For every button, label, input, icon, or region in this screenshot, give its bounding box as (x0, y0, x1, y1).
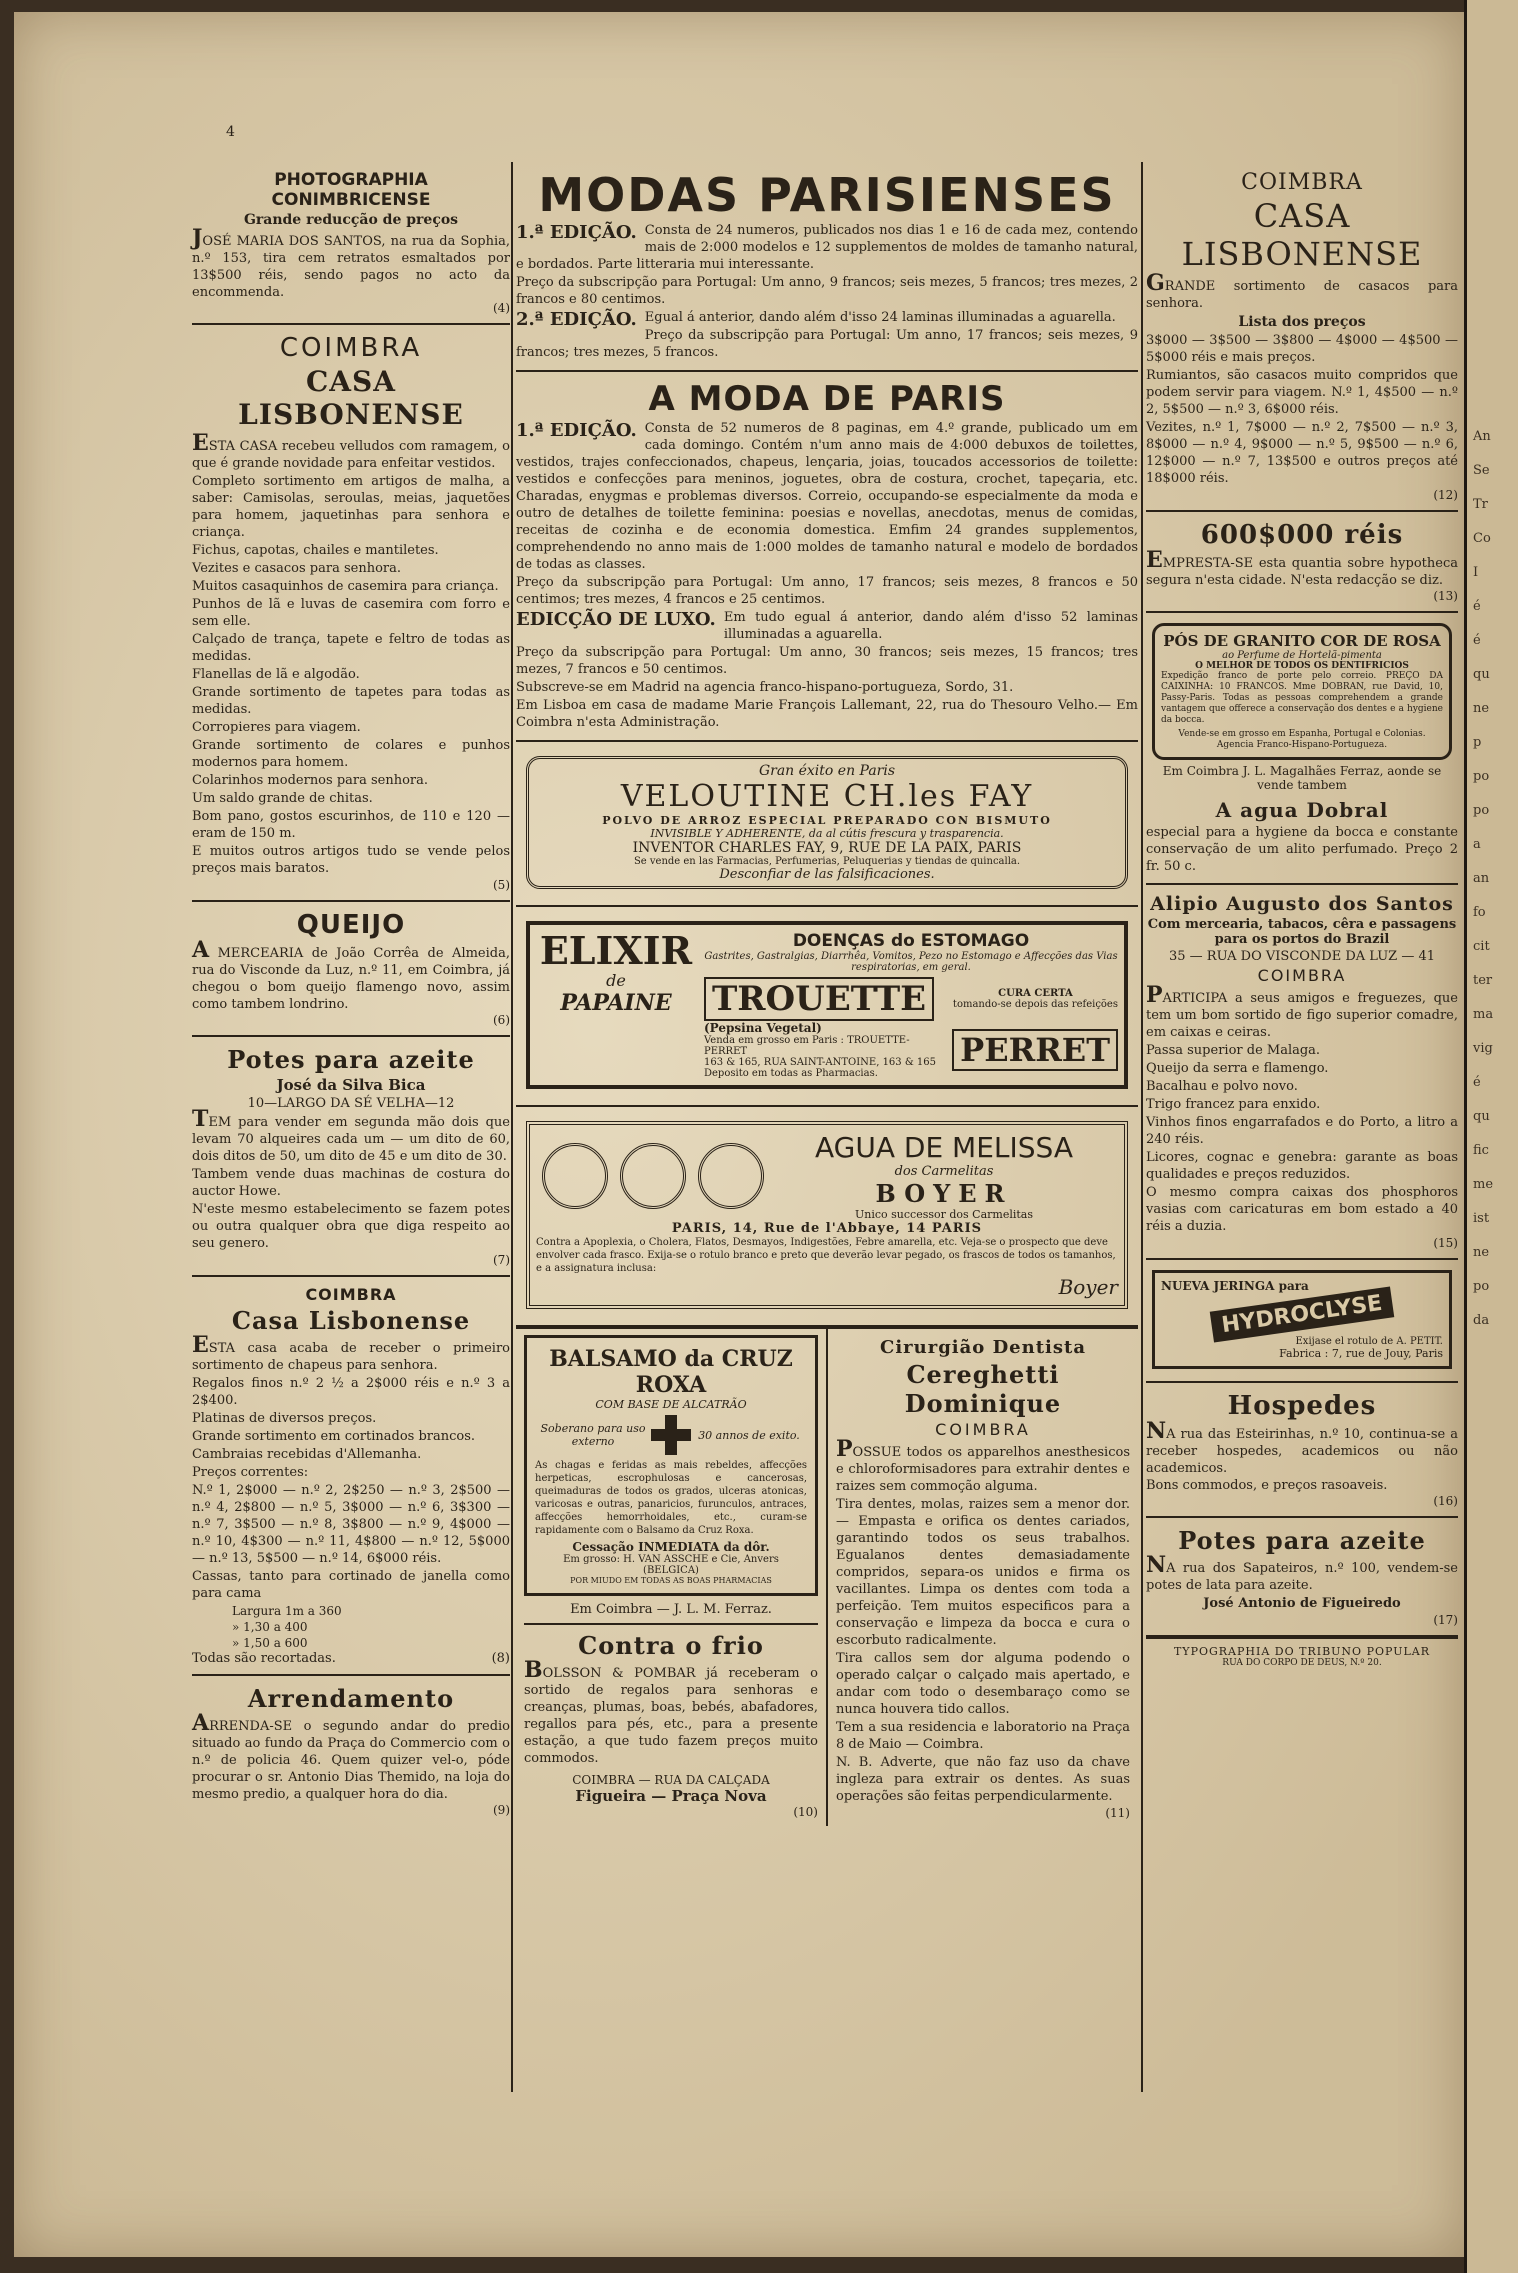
footer-text: Todas são recortadas. (192, 1651, 336, 1666)
newspaper-page (14, 12, 1464, 2257)
column-right (1146, 162, 1458, 1676)
edition-label: 2.ª EDIÇÃO. (516, 309, 637, 330)
ad-city: COIMBRA (305, 1285, 397, 1304)
hydroclyse-frame (1152, 1270, 1452, 1369)
para: Flanellas de lã e algodão. (192, 667, 360, 682)
balsamo-sub: COM BASE DE ALCATRÃO (595, 1398, 747, 1411)
edge-fragment: é (1473, 1075, 1481, 1090)
edge-fragment: po (1473, 803, 1490, 818)
balsamo-vende: POR MIUDO EM TODAS AS BOAS PHARMACIAS (570, 1576, 772, 1585)
ad-body: Bons commodos, e preços rasoaveis. (1146, 1478, 1388, 1493)
ad-body: A MERCEARIA de João Corrêa de Almeida, rua do Visconde da Luz, n.º 11, em Coimbra, já chegou o bom queijo flamengo novo, assim como tambem londrino. (192, 937, 510, 1012)
ad-number: (9) (493, 1803, 510, 1817)
edge-fragment: Tr (1473, 497, 1488, 512)
para: Egual á anterior, dando além d'isso 24 laminas illuminadas a aguarella. (644, 310, 1116, 325)
ad-title: Contra o frio (578, 1631, 764, 1660)
width-row: Largura 1m a 360 (232, 1604, 342, 1618)
ad-number: (5) (493, 878, 510, 892)
imprint-address: RUA DO CORPO DE DEUS, N.º 20. (1222, 1658, 1382, 1668)
para: POSSUE todos os apparelhos anesthesicos e chloroformisadores para extrahir dentes e raizes sem commoção alguma. (836, 1436, 1130, 1494)
melissa-text: Contra a Apoplexia, o Cholera, Flatos, Desmayos, Indigestões, Febre amarella, etc. Veja-se o prospecto que deve envolver cada frasco. Exija-se o rotulo branco e preto que deverão levar pegado, os frascos de todos os tamanhos, e a assignatura inclusa: (536, 1237, 1116, 1274)
edge-fragment: fic (1473, 1143, 1489, 1158)
ad-title: Hospedes (1227, 1391, 1377, 1421)
hydroclyse-note: Exijase el rotulo de A. PETIT. (1295, 1336, 1443, 1347)
para: Calçado de trança, tapete e feltro de todas as medidas. (192, 632, 510, 664)
elixir-mid (704, 977, 1118, 1021)
ad-modas-parisienses (516, 162, 1138, 372)
adjacent-page-edge (1464, 0, 1518, 2273)
para: N.º 1, 2$000 — n.º 2, 2$250 — n.º 3, 2$500 — n.º 4, 2$800 — n.º 5, 3$000 — n.º 6, 3$300 — n.º 7, 3$500 — n.º 8, 3$800 — n.º 9, 4$000 — n.º 10, 4$300 — n.º 11, 4$800 — n.º 12, 5$000 — n.º 13, 5$500 — n.º 14, 6$000 réis. (192, 1483, 510, 1566)
veloutine-line: INVENTOR CHARLES FAY, 9, RUE DE LA PAIX, PARIS (632, 840, 1022, 856)
hydroclyse-name: HYDROCLYSE (1210, 1287, 1394, 1343)
seal-icon (698, 1143, 764, 1209)
ad-body (1146, 982, 1458, 1235)
ad-alipio (1146, 885, 1458, 1260)
column-rule (1141, 162, 1143, 2092)
para: Trigo francez para enxido. (1146, 1097, 1321, 1112)
granito-title: PÓS DE GRANITO COR DE ROSA (1163, 632, 1441, 650)
edition-label: EDICÇÃO DE LUXO. (516, 609, 716, 630)
para: N'este mesmo estabelecimento se fazem potes ou outra qualquer obra que diga respeito ao seu genero. (192, 1202, 510, 1251)
balsamo-frame (524, 1335, 818, 1596)
lower-split (516, 1327, 1138, 1826)
para: Tem a sua residencia e laboratorio na Praça 8 de Maio — Coimbra. (836, 1720, 1130, 1752)
melissa-title: AGUA DE MELISSA (815, 1131, 1073, 1164)
edge-fragment: da (1473, 1313, 1490, 1328)
edge-fragment: p (1473, 735, 1482, 750)
ad-hospedes (1146, 1383, 1458, 1518)
granito-sub: ao Perfume de Hortelã-pimenta (1222, 650, 1382, 661)
elixir-info (704, 1021, 952, 1079)
elixir-box-title: DOENÇAS do ESTOMAGO (792, 931, 1030, 951)
cura-title: CURA CERTA (998, 988, 1073, 999)
para: Em Lisboa em casa de madame Marie François Lallemant, 22, rua do Thesouro Velho.— Em Coimbra n'esta Administração. (516, 698, 1138, 730)
ad-body: ARRENDA-SE o segundo andar do predio situado ao fundo da Praça do Commercio com o n.º de policia 46. Quem quizer vel-o, póde procurar o sr. Antonio Dias Themido, na loja do mesmo predio, a qualquer hora do dia. (192, 1710, 510, 1802)
para: Rumiantos, são casacos muito compridos que podem servir para viagem. N.º 1, 4$500 — n.º 2, 5$500 — n.º 3, 6$000 réis. (1146, 368, 1458, 417)
para: Vezites e casacos para senhora. (192, 561, 402, 576)
para: Em tudo egual á anterior, dando além d'isso 52 laminas illuminadas a aguarella. (723, 610, 1138, 642)
ad-body (192, 430, 510, 877)
melissa-addr: PARIS, 14, Rue de l'Abbaye, 14 PARIS (671, 1221, 983, 1236)
ad-number: (11) (1105, 1806, 1130, 1820)
edge-fragment: ter (1473, 973, 1493, 988)
ad-number: (17) (1433, 1613, 1458, 1627)
edge-fragment: An (1473, 429, 1491, 444)
para: Completo sortimento em artigos de malha, a saber: Camisolas, seroulas, meias, jaquetões para homem, jaquetinhas para senhora e criança. (192, 474, 510, 540)
para: Passa superior de Malaga. (1146, 1043, 1321, 1058)
granito-coimbra: Em Coimbra J. L. Magalhães Ferraz, aonde se vende tambem (1162, 764, 1442, 792)
ad-arrendamento (192, 1676, 510, 1825)
para: Corropieres para viagem. (192, 720, 361, 735)
para: Consta de 24 numeros, publicados nos dias 1 e 16 de cada mez, contendo mais de 2:000 modelos e 12 supplementos de moldes de tamanho natural, e bordados. Parte litteraria mui interessante. (516, 223, 1138, 272)
edge-fragment: ist (1473, 1211, 1490, 1226)
seal-icon (542, 1143, 608, 1209)
ad-subtitle: Com mercearia, tabacos, cêra e passagens para os portos do Brazil (1147, 917, 1457, 947)
edge-fragment: é (1473, 599, 1481, 614)
imprint-name: TYPOGRAPHIA DO TRIBUNO POPULAR (1173, 1645, 1431, 1658)
ad-body (192, 1332, 510, 1602)
veloutine-line: Se vende en las Farmacias, Perfumerias, Peluquerias y tiendas de quincalla. (633, 856, 1021, 867)
ad-body: GRANDE sortimento de casacos para senhora. (1146, 270, 1458, 311)
melissa-sub: dos Carmelitas (894, 1164, 994, 1179)
balsamo-cess: Cessação INMEDIATA da dôr. (572, 1540, 770, 1554)
list-title: Lista dos preços (1238, 314, 1366, 330)
para: Preço da subscripção para Portugal: Um anno, 30 francos; seis mezes, 15 francos; tres mezes, 7 francos e 50 centimos. (516, 645, 1138, 677)
edge-fragment: an (1473, 871, 1490, 886)
elixir-box-text: Gastrites, Gastralgias, Diarrhêa, Vomitos, Pezo no Estomago e Affecções das Vias respiratorias, em geral. (704, 951, 1118, 973)
ad-body (836, 1436, 1130, 1805)
elixir-frame (526, 921, 1128, 1089)
width-row: » 1,50 a 600 (232, 1636, 308, 1650)
edge-fragment: ne (1473, 701, 1490, 716)
edge-fragment: cit (1473, 939, 1490, 954)
para: Vinhos finos engarrafados e do Porto, a litro a 240 réis. (1146, 1115, 1458, 1147)
ad-moda-de-paris (516, 372, 1138, 742)
ad-number: (13) (1433, 589, 1458, 603)
para: Tira dentes, molas, raizes sem a menor dor.— Empasta e orifica os dentes cariados, garantindo todos os seus trabalhos. Egualanos dentes demasiadamente compridos, separa-os unidos e firma os vacillantes. Limpa os dentes com toda a perfeição. Tem muitos especificos para a conservação e limpeza da bocca e cura o escorbuto radicalmente. (836, 1497, 1130, 1648)
ad-title: PHOTOGRAPHIA CONIMBRICENSE (271, 170, 431, 210)
column-middle (516, 162, 1138, 1826)
ad-number: (10) (793, 1805, 818, 1819)
granito-frame (1152, 623, 1452, 760)
para: ESTA CASA recebeu velludos com ramagem, o que é grande novidade para enfeitar vestidos. (192, 430, 510, 471)
ad-balsamo-and-frio (516, 1329, 828, 1826)
ad-city: COIMBRA (279, 333, 423, 363)
para: Fichus, capotas, chailes e mantiletes. (192, 543, 439, 558)
ad-city: COIMBRA (1241, 170, 1363, 195)
ad-body: EMPRESTA-SE esta quantia sobre hypotheca segura n'esta cidade. N'esta redacção se diz. (1146, 547, 1458, 588)
ad-pos-granito (1146, 613, 1458, 885)
edition-label: 1.ª EDIÇÃO. (516, 222, 637, 243)
edge-fragment: ma (1473, 1007, 1494, 1022)
page-number: 4 (226, 124, 235, 140)
ad-title: A MODA DE PARIS (648, 379, 1006, 419)
para: E muitos outros artigos tudo se vende pelos preços mais baratos. (192, 844, 510, 876)
para: Subscreve-se em Madrid na agencia franco-hispano-portugueza, Sordo, 31. (516, 680, 1014, 695)
ad-title: Potes para azeite (227, 1045, 475, 1074)
hydroclyse-band (1161, 1290, 1443, 1339)
para: Cassas, tanto para cortinado de janella como para cama (192, 1569, 510, 1601)
melissa-succ: Unico successor dos Carmelitas (854, 1208, 1034, 1221)
para: Preço da subscripção para Portugal: Um anno, 17 francos; seis mezes, 8 francos e 50 centimos; tres mezes, 4 francos e 25 centimos. (516, 575, 1138, 607)
seal-icon (620, 1143, 686, 1209)
granito-best: O MELHOR DE TODOS OS DENTIFRICIOS (1195, 661, 1409, 671)
cura-sub: tomando-se depois das refeições (952, 999, 1118, 1010)
ad-potes-azeite-2 (1146, 1518, 1458, 1637)
ad-top: Cirurgião Dentista (880, 1337, 1086, 1358)
para: Grande sortimento de colares e punhos modernos para homem. (192, 738, 510, 770)
para: Colarinhos modernos para senhora. (192, 773, 429, 788)
ad-casa-lisbonense-chapeus (192, 1277, 510, 1676)
ad-title: MODAS PARISIENSES (538, 168, 1116, 222)
edge-fragment: po (1473, 1279, 1490, 1294)
ad-city: COIMBRA (935, 1420, 1031, 1439)
edge-fragment: é (1473, 633, 1481, 648)
ad-number: (7) (493, 1253, 510, 1267)
granito-text: Expedição franco de porte pelo correio. PREÇO DA CAIXINHA: 10 FRANCOS. Mme DOBRAN, rue David, 10, Passy-Paris. Todas as pessoas comprehendem a grande vantagem que offerece a conservação dos dentes e a hygiene da bocca. (1161, 671, 1443, 725)
ad-subtitle: Grande reducção de preços (243, 212, 459, 228)
edition-label: 1.ª EDIÇÃO. (516, 420, 637, 441)
ad-title: Casa Lisbonense (231, 1306, 471, 1335)
para: Muitos casaquinhos de casemira para criança. (192, 579, 499, 594)
ad-casa-lisbonense (192, 325, 510, 902)
para: Grande sortimento de tapetes para todas as medidas. (192, 685, 510, 717)
elixir-word: PERRET (952, 1029, 1118, 1071)
ad-body (192, 1106, 510, 1252)
dobral-title: A agua Dobral (1215, 798, 1389, 822)
para: TEM para vender em segunda mão dois que levam 70 alqueires cada um — um dito de 60, dois ditos de 50, um dito de 45 e um dito de 30. (192, 1106, 510, 1164)
para: Grande sortimento em cortinados brancos. (192, 1429, 476, 1444)
para: Preços correntes: (192, 1465, 309, 1480)
hydroclyse-fab: Fabrica : 7, rue de Jouy, Paris (1279, 1347, 1443, 1360)
ad-title: Arrendamento (247, 1684, 455, 1713)
para: Bacalhau e polvo novo. (1146, 1079, 1298, 1094)
ad-photographia (192, 162, 510, 325)
ad-body: NA rua das Esteirinhas, n.º 10, continua-se a receber hospedes, academicos ou não academicos. (1146, 1418, 1458, 1476)
ad-address: 35 — RUA DO VISCONDE DA LUZ — 41 (1169, 949, 1435, 964)
edge-fragment: Co (1473, 531, 1491, 546)
para: ESTA casa acaba de receber o primeiro sortimento de chapeus para senhora. (192, 1332, 510, 1373)
balsamo-right: 30 annos de exito. (698, 1428, 800, 1442)
edge-fragment: a (1473, 837, 1481, 852)
veloutine-line: Desconfiar de las falsificaciones. (719, 867, 935, 882)
para: Bom pano, gostos escurinhos, de 110 e 120 — eram de 150 m. (192, 809, 510, 841)
para: Consta de 52 numeros de 8 paginas, em 4.º grande, publicado um em cada domingo. Contém n'um anno mais de 4:000 debuxos de toilettes, vestidos, trajes confeccionados, chapeus, lençaria, joias, toucados accessorios de toilette: vestidos e confecções para meninos, joguetes, obra de costura, crochet, tapeçaria, etc. Charadas, enygmas e problemas diversos. Correio, occupando-se especialmente da moda e outro de detalhes de toilette feminina: poesias e novellas, anecdotas, menus de comidas, receitas de cozinha e de economia domestica. Emfim 24 grandes supplementos, comprehendendo no anno mais de 1:000 moldes de tamanho natural e modelo de bordados de todas as classes. (516, 421, 1138, 572)
elixir-cura (953, 988, 1118, 1010)
ad-title: 600$000 réis (1200, 520, 1404, 550)
dobral-body: especial para a hygiene da bocca e constante conservação de um alito perfumado. Preço 2 fr. 50 c. (1146, 825, 1458, 874)
edge-fragment: qu (1473, 667, 1490, 682)
elixir-word: PAPAINE (560, 990, 672, 1016)
veloutine-line: INVISIBLE Y ADHERENTE, da al cútis frescura y trasparencia. (650, 827, 1004, 840)
balsamo-text: As chagas e feridas as mais rebeldes, affecções herpeticas, escrophulosas e cancerosas, queimaduras de todos os grados, ulceras atonicas, varicosas e outras, panaricios, furunculos, antraces, affecções hemorrhoidales, etc., curam-se rapidamente com o Balsamo da Cruz Roxa. (535, 1460, 807, 1536)
ad-queijo (192, 902, 510, 1037)
veloutine-frame (526, 756, 1128, 889)
ad-title: Alipio Augusto dos Santos (1150, 893, 1454, 915)
balsamo-grosso: Em grosso: H. VAN ASSCHE e Cie, Anvers (BELGICA) (563, 1554, 779, 1576)
elixir-venda: Venda em grosso em Paris : TROUETTE-PERRET (704, 1035, 910, 1057)
para: N. B. Adverte, que não faz uso da chave ingleza para extrair os dentes. As suas operações são feitas perpendicularmente. (836, 1755, 1130, 1804)
ad-number: (6) (493, 1013, 510, 1027)
ad-number: (12) (1433, 488, 1458, 502)
ad-address: 10—LARGO DA SÉ VELHA—12 (247, 1096, 455, 1111)
elixir-word: ELIXIR (539, 928, 693, 973)
ad-body: BOLSSON & POMBAR já receberam o sortido de regalos para senhoras e creanças, plumas, boas, bebés, abafadores, regallos para pés, etc., para a presente estação, a que tudo fazem preços muito commodos. (524, 1657, 818, 1766)
edge-fragment: fo (1473, 905, 1486, 920)
column-rule (511, 162, 513, 2092)
ad-number: (4) (493, 301, 510, 315)
granito-sales: Vende-se em grosso em Espanha, Portugal e Colonias. Agencia Franco-Hispano-Portugueza. (1178, 729, 1426, 750)
ad-body: JOSÉ MARIA DOS SANTOS, na rua da Sophia, n.º 153, tira cem retratos esmaltados por 13$500 réis, sendo pagos no acto da encommenda. (192, 225, 510, 300)
ad-title: CASA LISBONENSE (1181, 197, 1423, 273)
ad-emprestimo (1146, 512, 1458, 613)
ad-number: (8) (491, 1651, 510, 1666)
elixir-left (536, 928, 696, 1079)
veloutine-top: Gran éxito en Paris (758, 763, 896, 779)
ad-cirurgiao (828, 1329, 1138, 1826)
balsamo-row (535, 1411, 807, 1459)
elixir-addr: 163 & 165, RUA SAINT-ANTOINE, 163 & 165 (704, 1057, 937, 1068)
balsamo-title: BALSAMO da CRUZ ROXA (549, 1346, 793, 1398)
imprint (1146, 1637, 1458, 1676)
edge-fragment: vig (1473, 1041, 1493, 1056)
ad-number: (16) (1433, 1494, 1458, 1508)
elixir-dep: Deposito em todas as Pharmacias. (704, 1068, 878, 1079)
para: Preço da subscripção para Portugal: Um anno, 9 francos; seis mezes, 5 francos; tres mezes, 2 francos e 80 centimos. (516, 275, 1138, 307)
para: Tira callos sem dor alguma podendo o operado calçar o calçado mais apertado, e andar com todo o desembaraço como se nunca houvera tido callos. (836, 1651, 1130, 1717)
edge-fragment: I (1473, 565, 1479, 580)
melissa-top (536, 1131, 1118, 1221)
hydroclyse-top: NUEVA JERINGA para (1161, 1279, 1309, 1293)
ad-name: José da Silva Bica (276, 1076, 426, 1094)
ad-veloutine (516, 742, 1138, 907)
melissa-signature: Boyer (1058, 1275, 1118, 1299)
ad-address: Figueira — Praça Nova (575, 1787, 767, 1805)
ad-body: NA rua dos Sapateiros, n.º 100, vendem-se potes de lata para azeite. (1146, 1552, 1458, 1593)
melissa-frame (526, 1121, 1128, 1309)
edge-fragment: Se (1473, 463, 1490, 478)
edge-fragment: me (1473, 1177, 1494, 1192)
elixir-right (704, 931, 1118, 1079)
ad-city: COIMBRA (1257, 966, 1347, 985)
melissa-name: BOYER (875, 1179, 1013, 1208)
balsamo-left: Soberano para uso externo (540, 1422, 646, 1448)
ad-number: (15) (1433, 1236, 1458, 1250)
para: Cambraias recebidas d'Allemanha. (192, 1447, 422, 1462)
ad-hydroclyse (1146, 1260, 1458, 1383)
para: Um saldo grande de chitas. (192, 791, 373, 806)
ad-elixir (516, 907, 1138, 1107)
para: Licores, cognac e genebra: garante as boas qualidades e preços reduzidos. (1146, 1150, 1458, 1182)
ad-body (516, 420, 1138, 731)
elixir-bottom (704, 1021, 1118, 1079)
elixir-word: TROUETTE (704, 977, 934, 1021)
width-row: » 1,30 a 400 (232, 1620, 308, 1634)
ad-list (1146, 332, 1458, 487)
edge-fragment: po (1473, 769, 1490, 784)
ad-agua-melissa (516, 1107, 1138, 1327)
para: Preço da subscripção para Portugal: Um anno, 17 francos; seis mezes, 9 francos; tres mezes, 5 francos. (516, 328, 1138, 360)
ad-title: CASA LISBONENSE (238, 365, 464, 431)
para: Queijo da serra e flamengo. (1146, 1061, 1329, 1076)
width-list (192, 1603, 510, 1651)
ad-title: Potes para azeite (1178, 1526, 1426, 1555)
veloutine-line: POLVO DE ARROZ ESPECIAL PREPARADO CON BISMUTO (602, 814, 1052, 827)
para: 3$000 — 3$500 — 3$800 — 4$000 — 4$500 — 5$000 réis e mais preços. (1146, 333, 1458, 365)
spacer (1467, 0, 1518, 420)
para: Vezites, n.º 1, 7$000 — n.º 2, 7$500 — n.º 3, 8$000 — n.º 4, 9$000 — n.º 5, 9$500 — n.º 6, 12$000 — n.º 7, 13$500 e outros preços até 18$000 réis. (1146, 420, 1458, 486)
ad-body (516, 222, 1138, 361)
ad-casa-lisbonense-casacos (1146, 162, 1458, 512)
ad-name: José Antonio de Figueiredo (1203, 1596, 1401, 1611)
veloutine-title: VELOUTINE CH.les FAY (620, 779, 1034, 814)
para: PARTICIPA a seus amigos e freguezes, que tem um bom sortido de figo superior comadre, em caixas e ceiras. (1146, 982, 1458, 1040)
edge-fragment: qu (1473, 1109, 1490, 1124)
balsamo-coimbra: Em Coimbra — J. L. M. Ferraz. (524, 1602, 818, 1625)
para: Punhos de lã e luvas de casemira com forro e sem elle. (192, 597, 510, 629)
edge-fragment: ne (1473, 1245, 1490, 1260)
para: Regalos finos n.º 2 ½ a 2$000 réis e n.º 3 a 2$400. (192, 1376, 510, 1408)
elixir-pepsina: (Pepsina Vegetal) (704, 1021, 822, 1035)
cross-icon (651, 1415, 691, 1455)
para: O mesmo compra caixas dos phosphoros vasias com caricaturas em bom estado a 40 réis a duzia. (1146, 1185, 1458, 1234)
ad-footer (192, 1651, 510, 1666)
ad-title: QUEIJO (296, 910, 406, 940)
ad-potes-azeite (192, 1037, 510, 1277)
para: Platinas de diversos preços. (192, 1411, 377, 1426)
column-left (192, 162, 510, 1825)
melissa-head (770, 1131, 1118, 1221)
elixir-word: de (606, 971, 626, 990)
para: Tambem vende duas machinas de costura do auctor Howe. (192, 1167, 510, 1199)
ad-address: COIMBRA — RUA DA CALÇADA (572, 1773, 770, 1787)
ad-title: Cereghetti Dominique (904, 1360, 1062, 1418)
